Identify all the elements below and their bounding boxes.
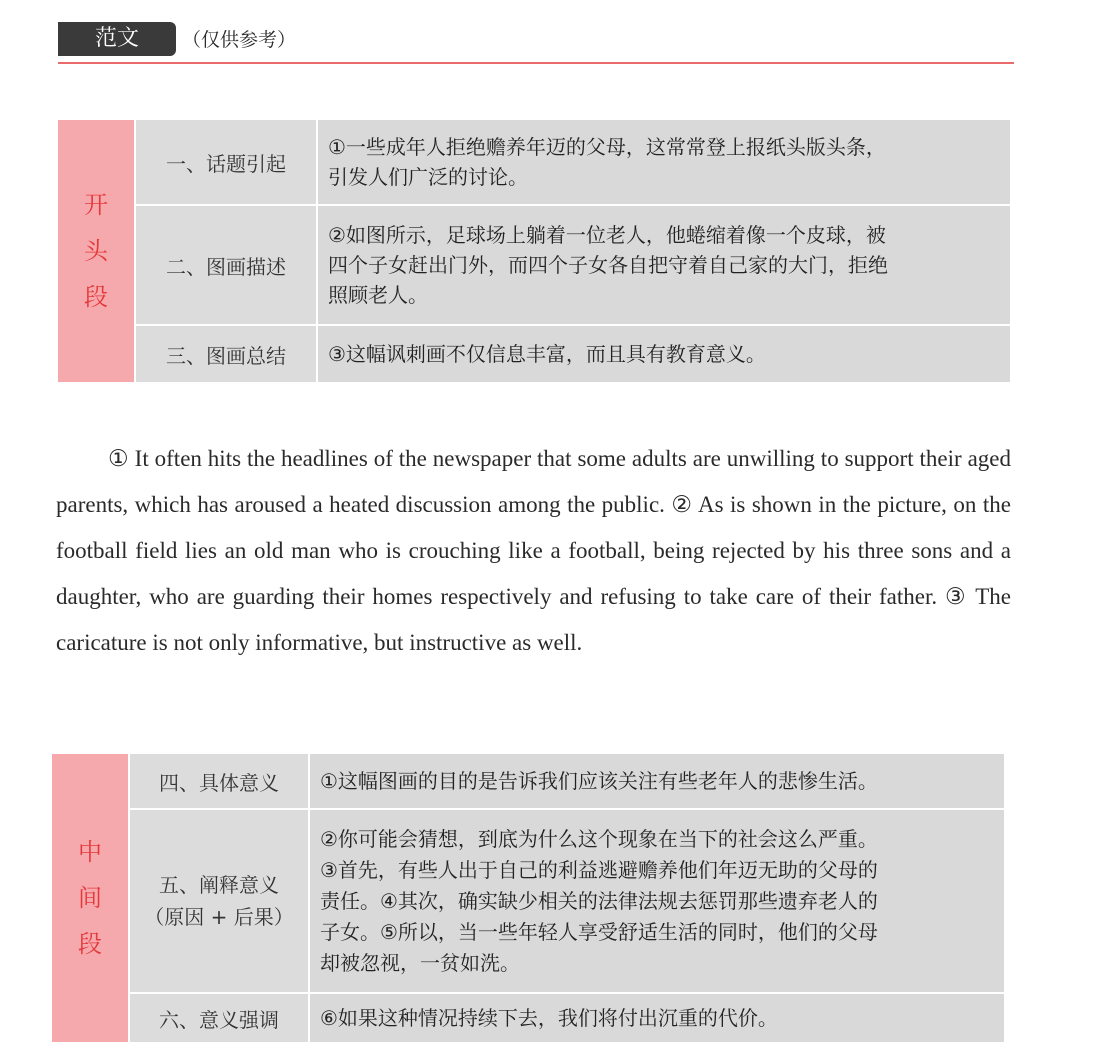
outline-content: ①一些成年人拒绝赡养年迈的父母，这常常登上报纸头版头条， 引发人们广泛的讨论。 xyxy=(318,120,1010,204)
outline-row xyxy=(128,810,1004,994)
label-char: 开 xyxy=(84,191,108,219)
outline-topic xyxy=(128,810,310,992)
outline-row xyxy=(128,994,1004,1042)
middle-section-label xyxy=(52,754,128,1042)
label-char: 段 xyxy=(78,930,102,958)
outline-content: ②如图所示，足球场上躺着一位老人，他蜷缩着像一个皮球，被 四个子女赶出门外，而四个子女各自把守着自己家的大门，拒绝 照顾老人。 xyxy=(318,206,1010,324)
outline-row xyxy=(134,326,1010,382)
outline-row xyxy=(134,206,1010,326)
middle-outline-table xyxy=(52,754,1004,1042)
outline-topic: 二、图画描述 xyxy=(134,206,318,324)
topic-line: （原因 + 后果） xyxy=(144,905,294,929)
reference-note: （仅供参考） xyxy=(182,29,297,51)
opening-section-label xyxy=(58,120,134,382)
outline-content: ⑥如果这种情况持续下去，我们将付出沉重的代价。 xyxy=(310,994,1004,1042)
opening-outline-table xyxy=(58,120,1010,382)
essay-paragraph: ① It often hits the headlines of the newspaper that some adults are unwilling to support their aged parents, which has aroused a heated discussion among the public. ② As is shown in the picture, on the football field lies an old man who is crouching like a football, being rejected by his three sons and a daughter, who are guarding their homes respectively and refusing to take care of their father. ③ The caricature is not only informative, but instructive as well. xyxy=(56,446,1011,655)
label-char: 段 xyxy=(84,283,108,311)
label-char: 中 xyxy=(78,838,102,866)
outline-topic: 三、图画总结 xyxy=(134,326,318,382)
sample-essay-badge: 范文 xyxy=(58,22,176,56)
outline-topic xyxy=(128,994,310,1042)
outline-topic xyxy=(128,754,310,808)
outline-content: ③这幅讽刺画不仅信息丰富，而且具有教育意义。 xyxy=(318,326,1010,382)
outline-row xyxy=(134,120,1010,206)
outline-content: ②你可能会猜想，到底为什么这个现象在当下的社会这么严重。 ③首先，有些人出于自己的利益逃避赡养他们年迈无助的父母的 责任。④其次，确实缺少相关的法律法规去惩罚那些遗弃老人的 子女。⑤所以，当一些年轻人享受舒适生活的同时，他们的父母 却被忽视，一贫如洗。 xyxy=(310,810,1004,992)
topic-line: 五、阐释意义 xyxy=(159,873,279,897)
outline-row xyxy=(128,754,1004,810)
outline-content: ①这幅图画的目的是告诉我们应该关注有些老年人的悲惨生活。 xyxy=(310,754,1004,808)
label-char: 间 xyxy=(78,884,102,912)
outline-topic: 一、话题引起 xyxy=(134,120,318,204)
topic-line: 六、意义强调 xyxy=(159,1007,279,1032)
topic-line: 四、具体意义 xyxy=(159,770,279,795)
label-char: 头 xyxy=(84,237,108,265)
section-header xyxy=(58,22,1014,66)
header-divider xyxy=(58,62,1014,64)
